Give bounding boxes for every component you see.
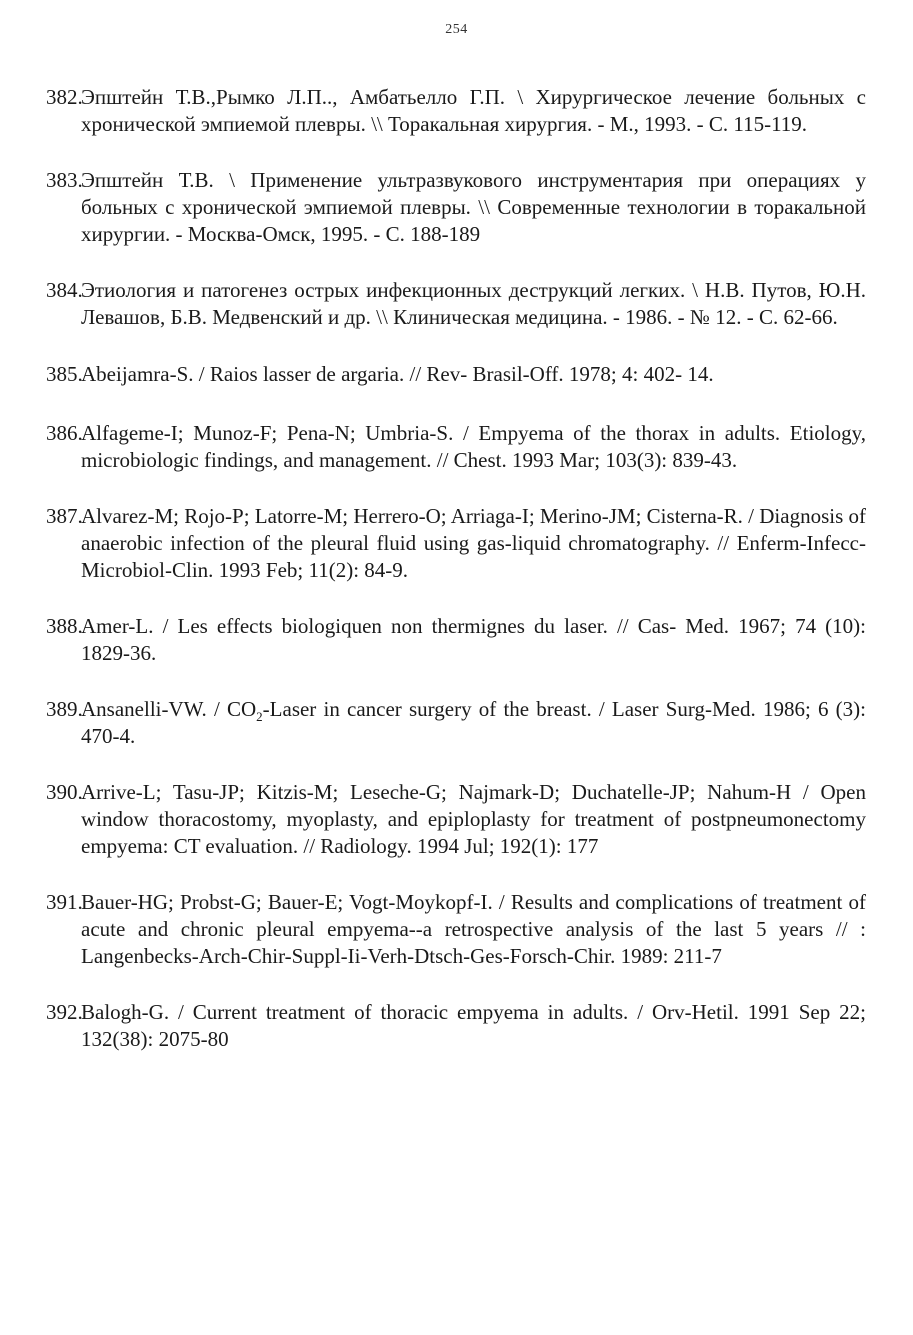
reference-text [81, 696, 866, 750]
reference-item [46, 999, 866, 1053]
reference-text: Abeijamra-S. / Raios lasser de argaria. // Rev- Brasil-Off. 1978; 4: 402- 14. [81, 362, 714, 386]
reference-item [46, 167, 866, 248]
reference-text: Alvarez-M; Rojo-P; Latorre-M; Herrero-O; Arriaga-I; Merino-JM; Cisterna-R. / Diagnosis of anaerobic infection of the pleural fluid using gas-liquid chromatography. // Enferm-Infecc-Microbiol-Clin. 1993 Feb; 11(2): 84-9. [81, 504, 866, 582]
reference-item [46, 779, 866, 860]
reference-number: 390. [46, 780, 83, 804]
reference-number: 384. [46, 278, 83, 302]
reference-text-part: Ansanelli-VW. / CO [81, 697, 257, 721]
reference-number: 391. [46, 890, 83, 914]
reference-text: Bauer-HG; Probst-G; Bauer-E; Vogt-Moykopf-I. / Results and complications of treatment of acute and chronic pleural empyema--a retrospective analysis of the last 5 years // : Langenbecks-Arch-Chir-Suppl-Ii-Verh-Dtsch-Ges-Forsch-Chir. 1989: 211-7 [81, 890, 866, 968]
reference-item [46, 696, 866, 750]
subscript: 2 [256, 709, 263, 725]
reference-number: 389. [46, 697, 83, 721]
reference-text: Alfageme-I; Munoz-F; Pena-N; Umbria-S. / Empyema of the thorax in adults. Etiology, microbiologic findings, and management. // Chest. 1993 Mar; 103(3): 839-43. [81, 421, 866, 472]
reference-text-part: -Laser in cancer surgery of the breast. / Laser Surg-Med. 1986; 6 (3): 470-4. [81, 697, 866, 748]
reference-number: 387. [46, 504, 83, 528]
reference-list [46, 84, 866, 1082]
reference-text: Эпштейн Т.В. \ Применение ультразвукового инструментария при операциях у больных с хронической эмпиемой плевры. \\ Современные технологии в торакальной хирургии. - Москва-Омск, 1995. - С. 188-189 [81, 168, 866, 246]
page-number: 254 [445, 22, 468, 37]
reference-item [46, 277, 866, 331]
reference-number: 383. [46, 168, 83, 192]
reference-number: 392. [46, 1000, 83, 1024]
reference-text: Эпштейн Т.В.,Рымко Л.П.., Амбатьелло Г.П. \ Хирургическое лечение больных с хронической эмпиемой плевры. \\ Торакальная хирургия. - М., 1993. - С. 115-119. [81, 85, 866, 136]
reference-number: 388. [46, 614, 83, 638]
reference-text: Этиология и патогенез острых инфекционных деструкций легких. \ Н.В. Путов, Ю.Н. Левашов, Б.В. Медвенский и др. \\ Клиническая медицина. - 1986. - № 12. - С. 62-66. [81, 278, 866, 329]
reference-number: 386. [46, 421, 83, 445]
reference-item [46, 361, 866, 388]
reference-text: Amer-L. / Les effects biologiquen non thermignes du laser. // Cas- Med. 1967; 74 (10): 1829-36. [81, 614, 866, 665]
reference-number: 385. [46, 362, 83, 386]
reference-number: 382. [46, 85, 83, 109]
reference-item [46, 84, 866, 138]
reference-text: Arrive-L; Tasu-JP; Kitzis-M; Leseche-G; Najmark-D; Duchatelle-JP; Nahum-H / Open window thoracostomy, myoplasty, and epiploplasty for treatment of postpneumonectomy empyema: CT evaluation. // Radiology. 1994 Jul; 192(1): 177 [81, 780, 866, 858]
reference-item [46, 889, 866, 970]
reference-item [46, 503, 866, 584]
reference-text: Balogh-G. / Current treatment of thoracic empyema in adults. / Orv-Hetil. 1991 Sep 22; 132(38): 2075-80 [81, 1000, 866, 1051]
reference-item [46, 613, 866, 667]
reference-item [46, 420, 866, 474]
